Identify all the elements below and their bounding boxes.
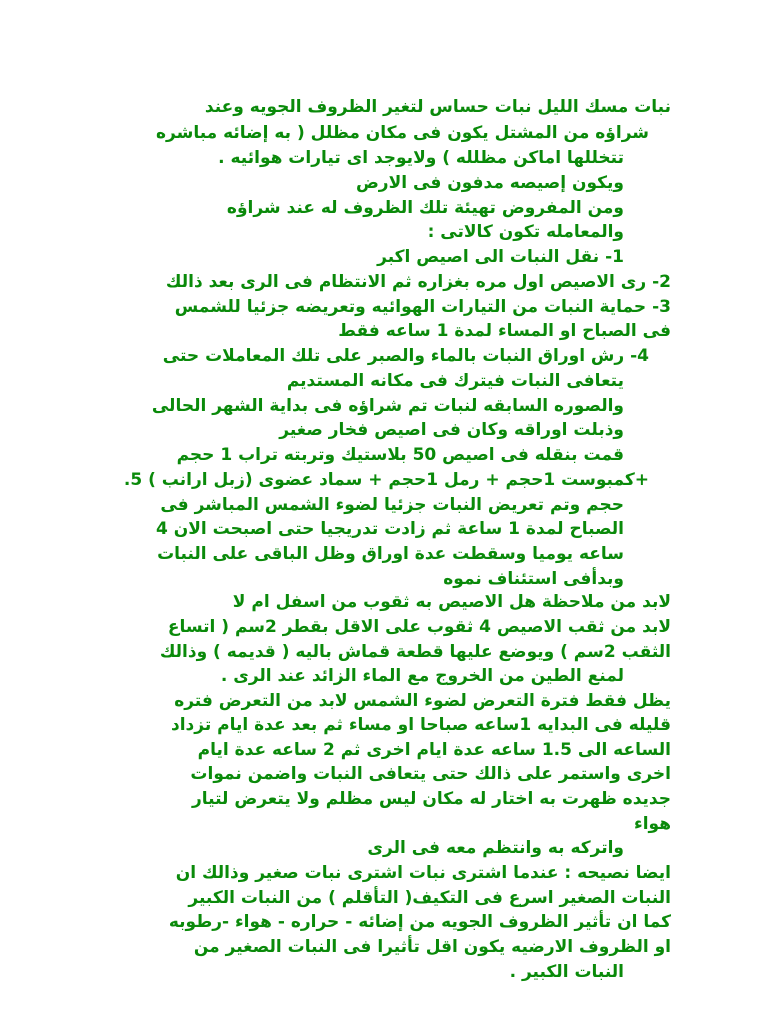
text-line: يتعافى النبات فيترك فى مكانه المستديم bbox=[286, 371, 624, 391]
text-line: جديده ظهرت به اختار له مكان ليس مظلم ولا يتعرض لتيار bbox=[192, 789, 671, 809]
text-line: او الظروف الارضيه يكون اقل تأثيرا فى النبات الصغير من bbox=[193, 937, 671, 957]
text-line: ايضا نصيحه : عندما اشترى نبات اشترى نبات صغير وذالك ان bbox=[175, 863, 671, 883]
text-line: الصباح لمدة 1 ساعة ثم زادت تدريجيا حتى اصبحت الان 4 bbox=[156, 519, 624, 539]
text-line: اخرى واستمر على ذالك حتى يتعافى النبات واضمن نموات bbox=[190, 764, 671, 784]
text-line: ساعه يوميا وسقطت عدة اوراق وظل الباقى على النبات bbox=[157, 544, 624, 564]
text-line: 1- نقل النبات الى اصيص اكبر bbox=[377, 247, 624, 267]
text-line: +كمبوست 1حجم + رمل 1حجم + سماد عضوى (زبل ارانب ) 5. bbox=[123, 470, 649, 490]
text-line: النبات الكبير . bbox=[509, 962, 624, 982]
text-line: لمنع الطين من الخروج مع الماء الزائد عند الرى . bbox=[220, 666, 624, 686]
text-line: وذبلت اوراقه وكان فى اصيص فخار صغير bbox=[279, 420, 624, 440]
text-line: قليله فى البدايه 1ساعه صباحا او مساء ثم بعد عدة ايام تزداد bbox=[170, 715, 671, 735]
text-line: ويكون إصيصه مدفون فى الارض bbox=[355, 173, 624, 193]
text-line: والمعامله تكون كالاتى : bbox=[427, 222, 624, 242]
text-line: حجم وتم تعريض النبات جزئيا لضوء الشمس المباشر فى bbox=[160, 495, 624, 515]
text-line: تتخللها اماكن مظلله ) ولايوجد اى تيارات هوائيه . bbox=[218, 148, 624, 168]
text-line: والصوره السابقه لنبات تم شراؤه فى بداية الشهر الحالى bbox=[151, 396, 624, 416]
text-line: قمت بنقله فى اصيص 50 بلاستيك وتربته تراب 1 حجم bbox=[176, 445, 624, 465]
text-line: الثقب 2سم ) ويوضع عليها قطعة قماش باليه ( قديمه ) وذالك bbox=[159, 642, 671, 662]
text-line: وبدأفى استئناف نموه bbox=[443, 569, 624, 589]
text-line: 2- رى الاصيص اول مره بغزاره ثم الانتظام فى الرى بعد ذالك bbox=[165, 272, 671, 292]
text-line: نبات مسك الليل نبات حساس لتغير الظروف الجويه وعند bbox=[204, 97, 671, 117]
text-line: الساعه الى 1.5 ساعه عدة ايام اخرى ثم 2 ساعه عدة ايام bbox=[197, 740, 671, 760]
text-line: لابد من ملاحظة هل الاصيص به ثقوب من اسفل ام لا bbox=[232, 592, 671, 612]
text-line: لابد من ثقب الاصيص 4 ثقوب على الاقل بقطر 2سم ( اتساع bbox=[167, 617, 671, 637]
text-line: شراؤه من المشتل يكون فى مكان مظلل ( به إضائه مباشره bbox=[156, 123, 649, 143]
text-line: 4- رش اوراق النبات بالماء والصبر على تلك المعاملات حتى bbox=[162, 346, 649, 366]
text-line: فى الصباح او المساء لمدة 1 ساعه فقط bbox=[338, 321, 671, 341]
text-line: كما ان تأثير الظروف الجويه من إضائه - حراره - هواء -رطوبه bbox=[168, 912, 671, 932]
text-line: 3- حماية النبات من التيارات الهوائيه وتعريضه جزئيا للشمس bbox=[174, 297, 671, 317]
text-line: هواء bbox=[634, 814, 671, 834]
text-line: يظل فقط فترة التعرض لضوء الشمس لابد من التعرض فتره bbox=[174, 691, 671, 711]
text-line: النبات الصغير اسرع فى التكيف( التأقلم ) من النبات الكبير bbox=[188, 888, 671, 908]
text-line: ومن المفروض تهيئة تلك الظروف له عند شراؤه bbox=[226, 198, 624, 218]
text-line: واتركه به وانتظم معه فى الرى bbox=[367, 838, 624, 858]
